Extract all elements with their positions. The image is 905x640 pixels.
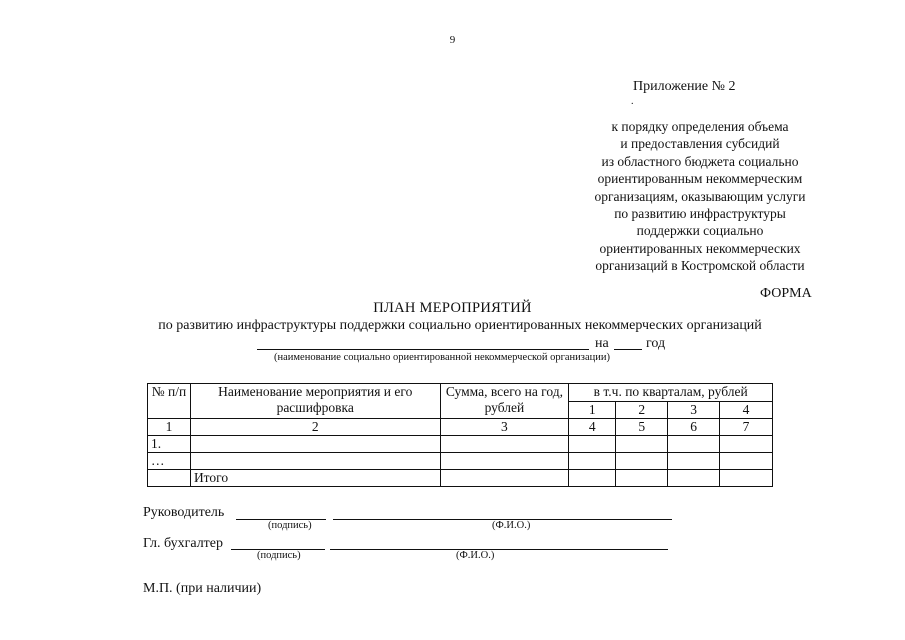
year-line[interactable]: [614, 349, 642, 350]
table-row: [148, 436, 773, 453]
header-num: № п/п: [148, 384, 191, 419]
appendix-line: ориентированных некоммерческих: [599, 240, 801, 256]
appendix-line: поддержки социально: [636, 223, 764, 239]
row-q4[interactable]: [720, 436, 773, 453]
row-num: [148, 470, 191, 487]
row-q3[interactable]: [668, 436, 720, 453]
row-q2[interactable]: [616, 436, 668, 453]
appendix-line: и предоставления субсидий: [620, 136, 780, 152]
row-q1[interactable]: [569, 470, 616, 487]
row-sum[interactable]: [440, 436, 569, 453]
header-sum: Сумма, всего на год, рублей: [440, 384, 569, 419]
header-quarter-4: 4: [720, 401, 773, 419]
row-num: 1.: [148, 436, 191, 453]
head-signature-caption: (подпись): [268, 520, 312, 531]
table-row-total: [148, 470, 773, 487]
plan-title: ПЛАН МЕРОПРИЯТИЙ: [373, 300, 532, 316]
accountant-signature-caption: (подпись): [257, 550, 301, 561]
row-q3[interactable]: [668, 470, 720, 487]
appendix-line: по развитию инфраструктуры: [614, 206, 786, 222]
column-number: 7: [720, 419, 773, 436]
appendix-text: [555, 118, 845, 275]
appendix-line: к порядку определения объема: [611, 119, 789, 134]
header-quarter-1: 1: [569, 401, 616, 419]
row-q2[interactable]: [616, 470, 668, 487]
header-name: Наименование мероприятия и его расшифровка: [190, 384, 440, 419]
row-num: …: [148, 453, 191, 470]
appendix-line: организациям, оказывающим услуги: [594, 188, 806, 204]
accountant-label: Гл. бухгалтер: [143, 536, 224, 551]
head-name-caption: (Ф.И.О.): [492, 520, 531, 531]
row-q1[interactable]: [569, 453, 616, 470]
header-quarter-3: 3: [668, 401, 720, 419]
column-number: 5: [616, 419, 668, 436]
row-q2[interactable]: [616, 453, 668, 470]
organization-name-line[interactable]: [257, 349, 589, 350]
accountant-name-line[interactable]: [330, 549, 668, 550]
head-label: Руководитель: [143, 505, 225, 520]
appendix-dot: .: [631, 96, 634, 107]
organization-name-caption: (наименование социально ориентированной некоммерческой организации): [274, 352, 610, 363]
appendix-line: ориентированным некоммерческим: [597, 171, 803, 187]
appendix-title: Приложение № 2: [633, 79, 736, 94]
plan-subtitle: по развитию инфраструктуры поддержки социально ориентированных некоммерческих организаций: [158, 318, 762, 333]
column-number: 2: [190, 419, 440, 436]
row-q1[interactable]: [569, 436, 616, 453]
form-label: ФОРМА: [760, 286, 812, 301]
column-number: 3: [440, 419, 569, 436]
row-name[interactable]: [190, 436, 440, 453]
row-q3[interactable]: [668, 453, 720, 470]
accountant-name-caption: (Ф.И.О.): [456, 550, 495, 561]
stamp-note: М.П. (при наличии): [143, 581, 262, 596]
row-name-total: Итого: [190, 470, 440, 487]
header-quarter-2: 2: [616, 401, 668, 419]
row-sum[interactable]: [440, 470, 569, 487]
appendix-line: организаций в Костромской области: [595, 258, 805, 274]
row-q4[interactable]: [720, 453, 773, 470]
column-number: 6: [668, 419, 720, 436]
table-row: [148, 453, 773, 470]
column-number: 1: [148, 419, 191, 436]
plan-table: [147, 383, 773, 487]
column-number: 4: [569, 419, 616, 436]
appendix-line: из областного бюджета социально: [601, 153, 799, 169]
row-q4[interactable]: [720, 470, 773, 487]
column-number-row: [148, 419, 773, 436]
row-name[interactable]: [190, 453, 440, 470]
na-label: на: [595, 336, 609, 351]
page-number: 9: [449, 34, 456, 46]
header-quarters: в т.ч. по кварталам, рублей: [569, 384, 773, 402]
row-sum[interactable]: [440, 453, 569, 470]
god-label: год: [646, 336, 666, 351]
